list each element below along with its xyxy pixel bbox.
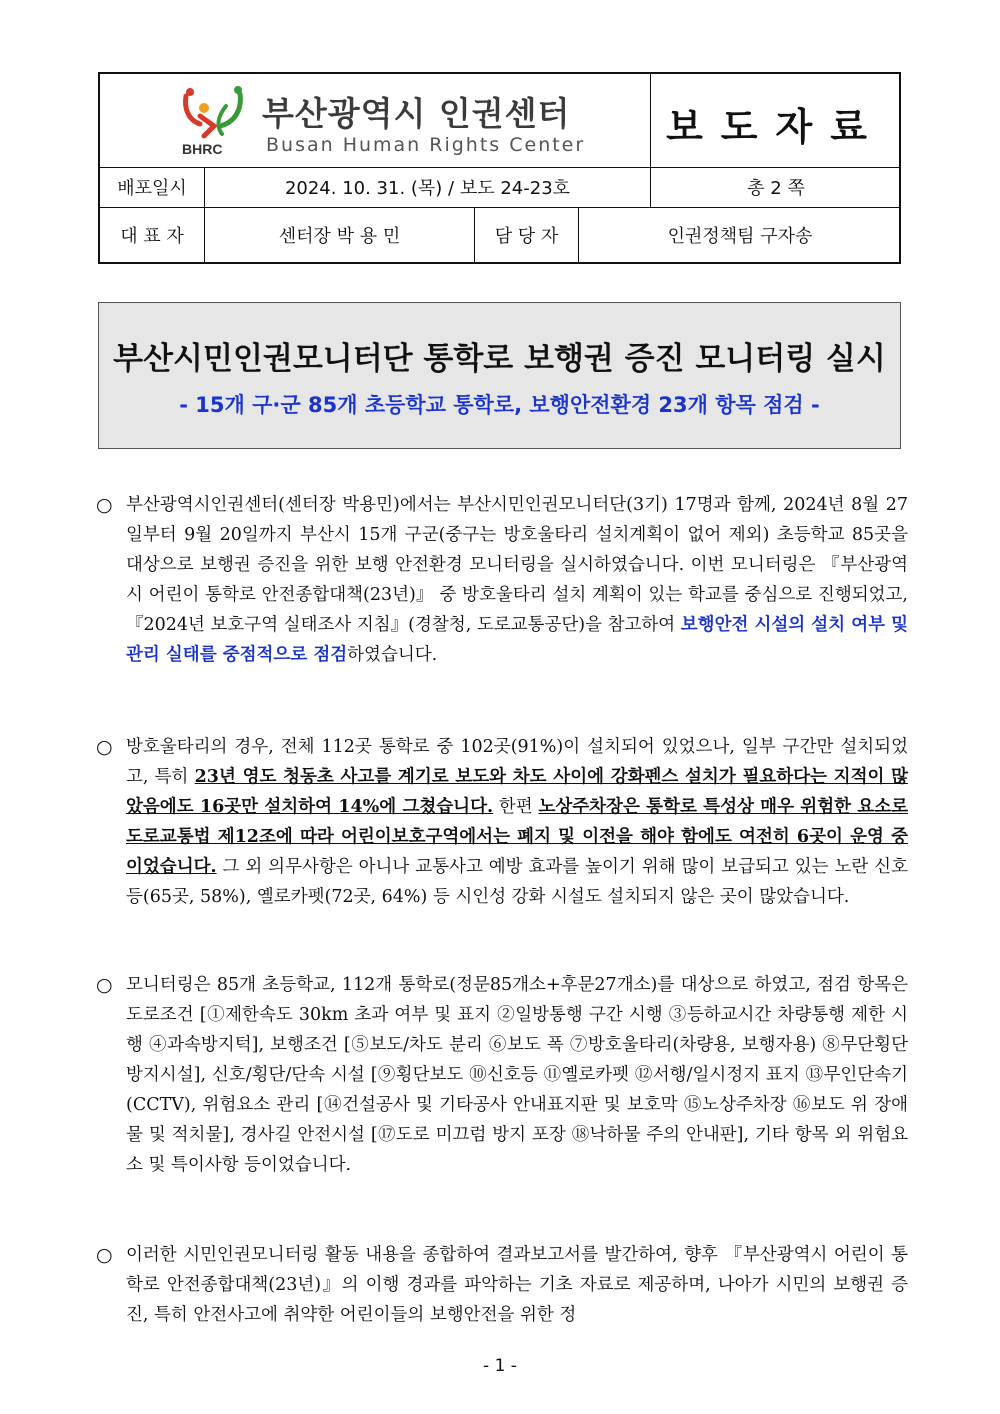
press-release-label: 보도자료 — [666, 105, 885, 149]
contact-label: 담 당 자 — [474, 208, 578, 262]
page-number: - 1 - — [483, 1356, 517, 1376]
bullet-icon: ○ — [96, 974, 113, 996]
bullet-icon: ○ — [96, 494, 113, 516]
header-row-contacts — [100, 208, 899, 262]
p1-text-a: 부산광역시인권센터(센터장 박용민)에서는 부산시민인권모니터단(3기) 17명과 함께, 2024년 8월 27일부터 9월 20일까지 부산시 15개 구군(중구는 방호울타리 설치계획이 없어 제외) 초등학교 85곳을 대상으로 보행권 증진을 위한 보행 안전환경 모니터링을 실시하였습니다. 이번 모니터링은 『부산광역시 어린이 통학로 안전종합대책(23년)』 중 방호울타리 설치 계획이 있는 학교를 중심으로 진행되었고, 『2024년 보호구역 실태조사 지침』(경찰청, 도로교통공단)을 참고하여 — [126, 495, 908, 635]
header-row-distribution — [100, 167, 899, 208]
press-release-cell — [650, 74, 901, 167]
p2-text-a: 방호울타리의 경우, 전체 112곳 통학로 중 102곳(91%)이 설치되어 있었으나, 일부 구간만 설치되었고, 특히 — [126, 737, 908, 787]
p1-text-c: 하였습니다. — [347, 645, 438, 665]
org-name-en: Busan Human Rights Center — [266, 134, 586, 156]
bullet-icon: ○ — [96, 1244, 113, 1266]
p2-text-c: 한편 — [493, 797, 539, 817]
paragraph-2 — [96, 732, 908, 912]
main-title: 부산시민인권모니터단 통학로 보행권 증진 모니터링 실시 — [113, 341, 886, 377]
bullet-icon: ○ — [96, 736, 113, 758]
p2-underline-fence: 23년 영도 청동초 사고를 계기로 보도와 차도 사이에 강화펜스 설치가 필요하다는 지적이 많았음에도 16곳만 설치하여 14%에 그쳤습니다. — [126, 767, 908, 817]
contact-value: 인권정책팀 구자송 — [578, 208, 901, 262]
representative-value: 센터장 박 용 민 — [204, 208, 474, 262]
p3-text: 모니터링은 85개 초등학교, 112개 통학로(정문85개소+후문27개소)를 대상으로 하였고, 점검 항목은 도로조건 [①제한속도 30km 초과 여부 및 표지 ②일방통행 구간 시행 ③등하교시간 차량통행 제한 시행 ④과속방지턱], 보행조건 [⑤보도/차도 분리 ⑥보도 폭 ⑦방호울타리(차량용, 보행자용) ⑧무단횡단 방지시설], 신호/횡단/단속 시설 [⑨횡단보도 ⑩신호등 ⑪옐로카펫 ⑫서행/일시정지 표지 ⑬무인단속기(CCTV), 위험요소 관리 [⑭건설공사 및 기타공사 안내표지판 및 보호막 ⑮노상주차장 ⑯보도 위 장애물 및 적치물], 경사길 안전시설 [⑰도로 미끄럼 방지 포장 ⑱낙하물 주의 안내판], 기타 항목 외 위험요소 및 특이사항 등이었습니다. — [126, 975, 908, 1175]
org-name-kr: 부산광역시 인권센터 — [262, 94, 571, 133]
distribution-value: 2024. 10. 31. (목) / 보도 24-23호 — [204, 167, 650, 207]
sub-title: - 15개 구·군 85개 초등학교 통학로, 보행안전환경 23개 항목 점검 - — [179, 393, 820, 417]
title-box — [98, 302, 901, 449]
bhrc-logo-icon — [180, 86, 246, 156]
representative-label: 대 표 자 — [120, 226, 184, 247]
p4-text: 이러한 시민인권모니터링 활동 내용을 종합하여 결과보고서를 발간하여, 향후 『부산광역시 어린이 통학로 안전종합대책(23년)』의 이행 경과를 파악하는 기초 자료로 제공하며, 나아가 시민의 보행권 증진, 특히 안전사고에 취약한 어린이들의 보행안전을 위한 정 — [126, 1245, 908, 1325]
header-row-logo — [100, 74, 899, 168]
logo-abbr: BHRC — [182, 141, 223, 156]
p1-highlight: 보행안전 시설의 설치 여부 및 관리 실태를 중점적으로 점검 — [126, 615, 908, 665]
p2-text-e: 그 외 의무사항은 아니나 교통사고 예방 효과를 높이기 위해 많이 보급되고 있는 노란 신호등(65곳, 58%), 옐로카펫(72곳, 64%) 등 시인성 강화 시설도 설치되지 않은 곳이 많았습니다. — [126, 857, 908, 907]
pages-value: 총 2 쪽 — [650, 167, 901, 207]
distribution-label: 배포일시 — [117, 178, 187, 199]
paragraph-1 — [96, 490, 908, 670]
paragraph-3 — [96, 970, 908, 1180]
p2-underline-parking: 노상주차장은 통학로 특성상 매우 위험한 요소로 도로교통법 제12조에 따라 어린이보호구역에서는 폐지 및 이전을 해야 함에도 여전히 6곳이 운영 중이었습니다. — [126, 797, 909, 877]
header-table — [98, 72, 901, 264]
logo-cell — [100, 74, 651, 167]
paragraph-4 — [96, 1240, 908, 1330]
